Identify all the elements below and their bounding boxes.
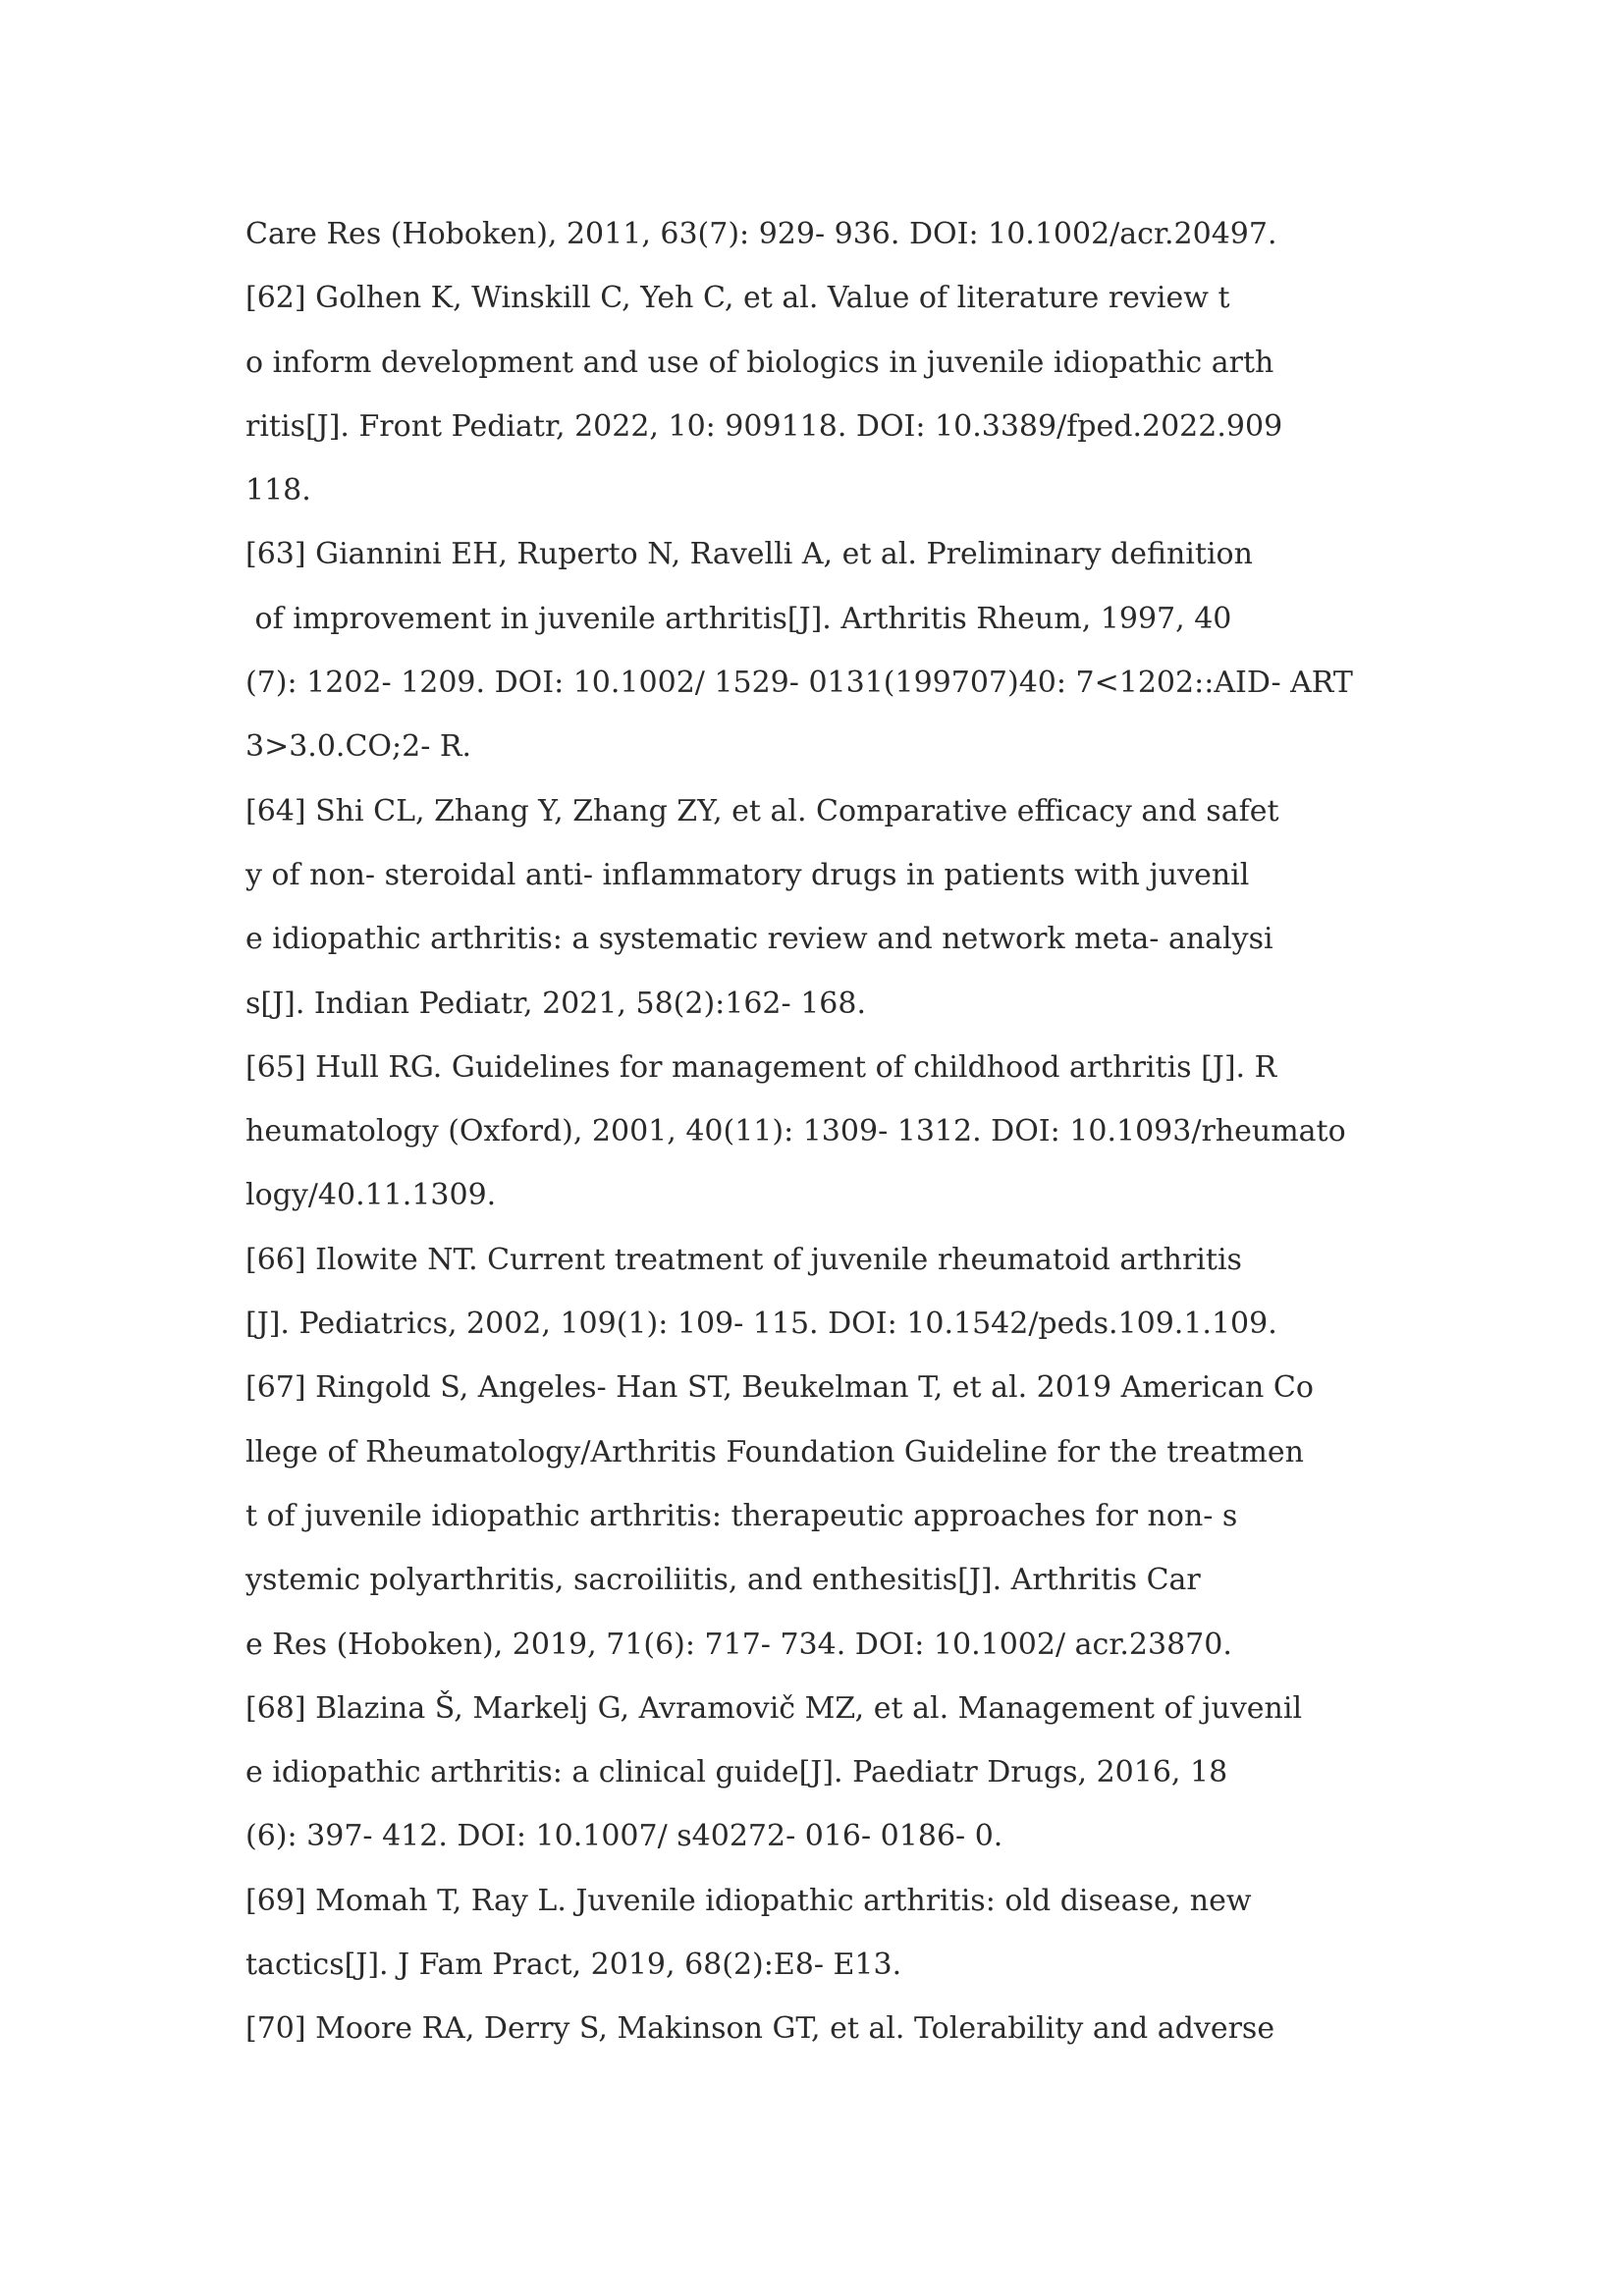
reference-line: (6): 397- 412. DOI: 10.1007/ s40272- 016- 0186- 0.: [245, 1819, 1003, 1854]
reference-line: Care Res (Hoboken), 2011, 63(7): 929- 936. DOI: 10.1002/acr.20497.: [245, 217, 1277, 251]
reference-line: logy/40.11.1309.: [245, 1178, 497, 1213]
reference-line: e idiopathic arthritis: a systematic review and network meta- analysi: [245, 922, 1273, 957]
reference-line: of improvement in juvenile arthritis[J]. Arthritis Rheum, 1997, 40: [245, 601, 1232, 636]
reference-line: [68] Blazina Š, Markelj G, Avramovič MZ, et al. Management of juvenil: [245, 1690, 1303, 1726]
reference-line: [64] Shi CL, Zhang Y, Zhang ZY, et al. Comparative efficacy and safet: [245, 793, 1279, 828]
reference-line: [65] Hull RG. Guidelines for management of childhood arthritis [J]. R: [245, 1049, 1277, 1085]
reference-list: [245, 202, 1394, 2061]
reference-line: e idiopathic arthritis: a clinical guide[J]. Paediatr Drugs, 2016, 18: [245, 1755, 1228, 1790]
reference-line: heumatology (Oxford), 2001, 40(11): 1309- 1312. DOI: 10.1093/rheumato: [245, 1114, 1346, 1149]
reference-line: [63] Giannini EH, Ruperto N, Ravelli A, et al. Preliminary definition: [245, 537, 1253, 572]
reference-line: [J]. Pediatrics, 2002, 109(1): 109- 115. DOI: 10.1542/peds.109.1.109.: [245, 1307, 1277, 1342]
reference-line: [62] Golhen K, Winskill C, Yeh C, et al. Value of literature review t: [245, 281, 1230, 316]
reference-line: (7): 1202- 1209. DOI: 10.1002/ 1529- 0131(199707)40: 7<1202::AID- ART: [245, 666, 1353, 701]
reference-line: [67] Ringold S, Angeles- Han ST, Beukelman T, et al. 2019 American Co: [245, 1370, 1314, 1406]
reference-line: tactics[J]. J Fam Pract, 2019, 68(2):E8- E13.: [245, 1948, 902, 1983]
reference-line: ritis[J]. Front Pediatr, 2022, 10: 909118. DOI: 10.3389/fped.2022.909: [245, 408, 1283, 444]
reference-line: o inform development and use of biologics in juvenile idiopathic arth: [245, 345, 1274, 380]
reference-line: [66] Ilowite NT. Current treatment of juvenile rheumatoid arthritis: [245, 1242, 1242, 1277]
reference-line: y of non- steroidal anti- inflammatory drugs in patients with juvenil: [245, 857, 1250, 892]
reference-line: 3>3.0.CO;2- R.: [245, 729, 472, 765]
reference-line: s[J]. Indian Pediatr, 2021, 58(2):162- 168.: [245, 986, 866, 1021]
reference-line: t of juvenile idiopathic arthritis: therapeutic approaches for non- s: [245, 1498, 1238, 1533]
reference-line: [70] Moore RA, Derry S, Makinson GT, et al. Tolerability and adverse: [245, 2011, 1275, 2047]
reference-line: 118.: [245, 473, 311, 508]
reference-line: e Res (Hoboken), 2019, 71(6): 717- 734. DOI: 10.1002/ acr.23870.: [245, 1627, 1232, 1662]
reference-line: ystemic polyarthritis, sacroiliitis, and enthesitis[J]. Arthritis Car: [245, 1563, 1201, 1598]
reference-line: [69] Momah T, Ray L. Juvenile idiopathic arthritis: old disease, new: [245, 1883, 1252, 1918]
reference-line: llege of Rheumatology/Arthritis Foundation Guideline for the treatmen: [245, 1434, 1304, 1469]
